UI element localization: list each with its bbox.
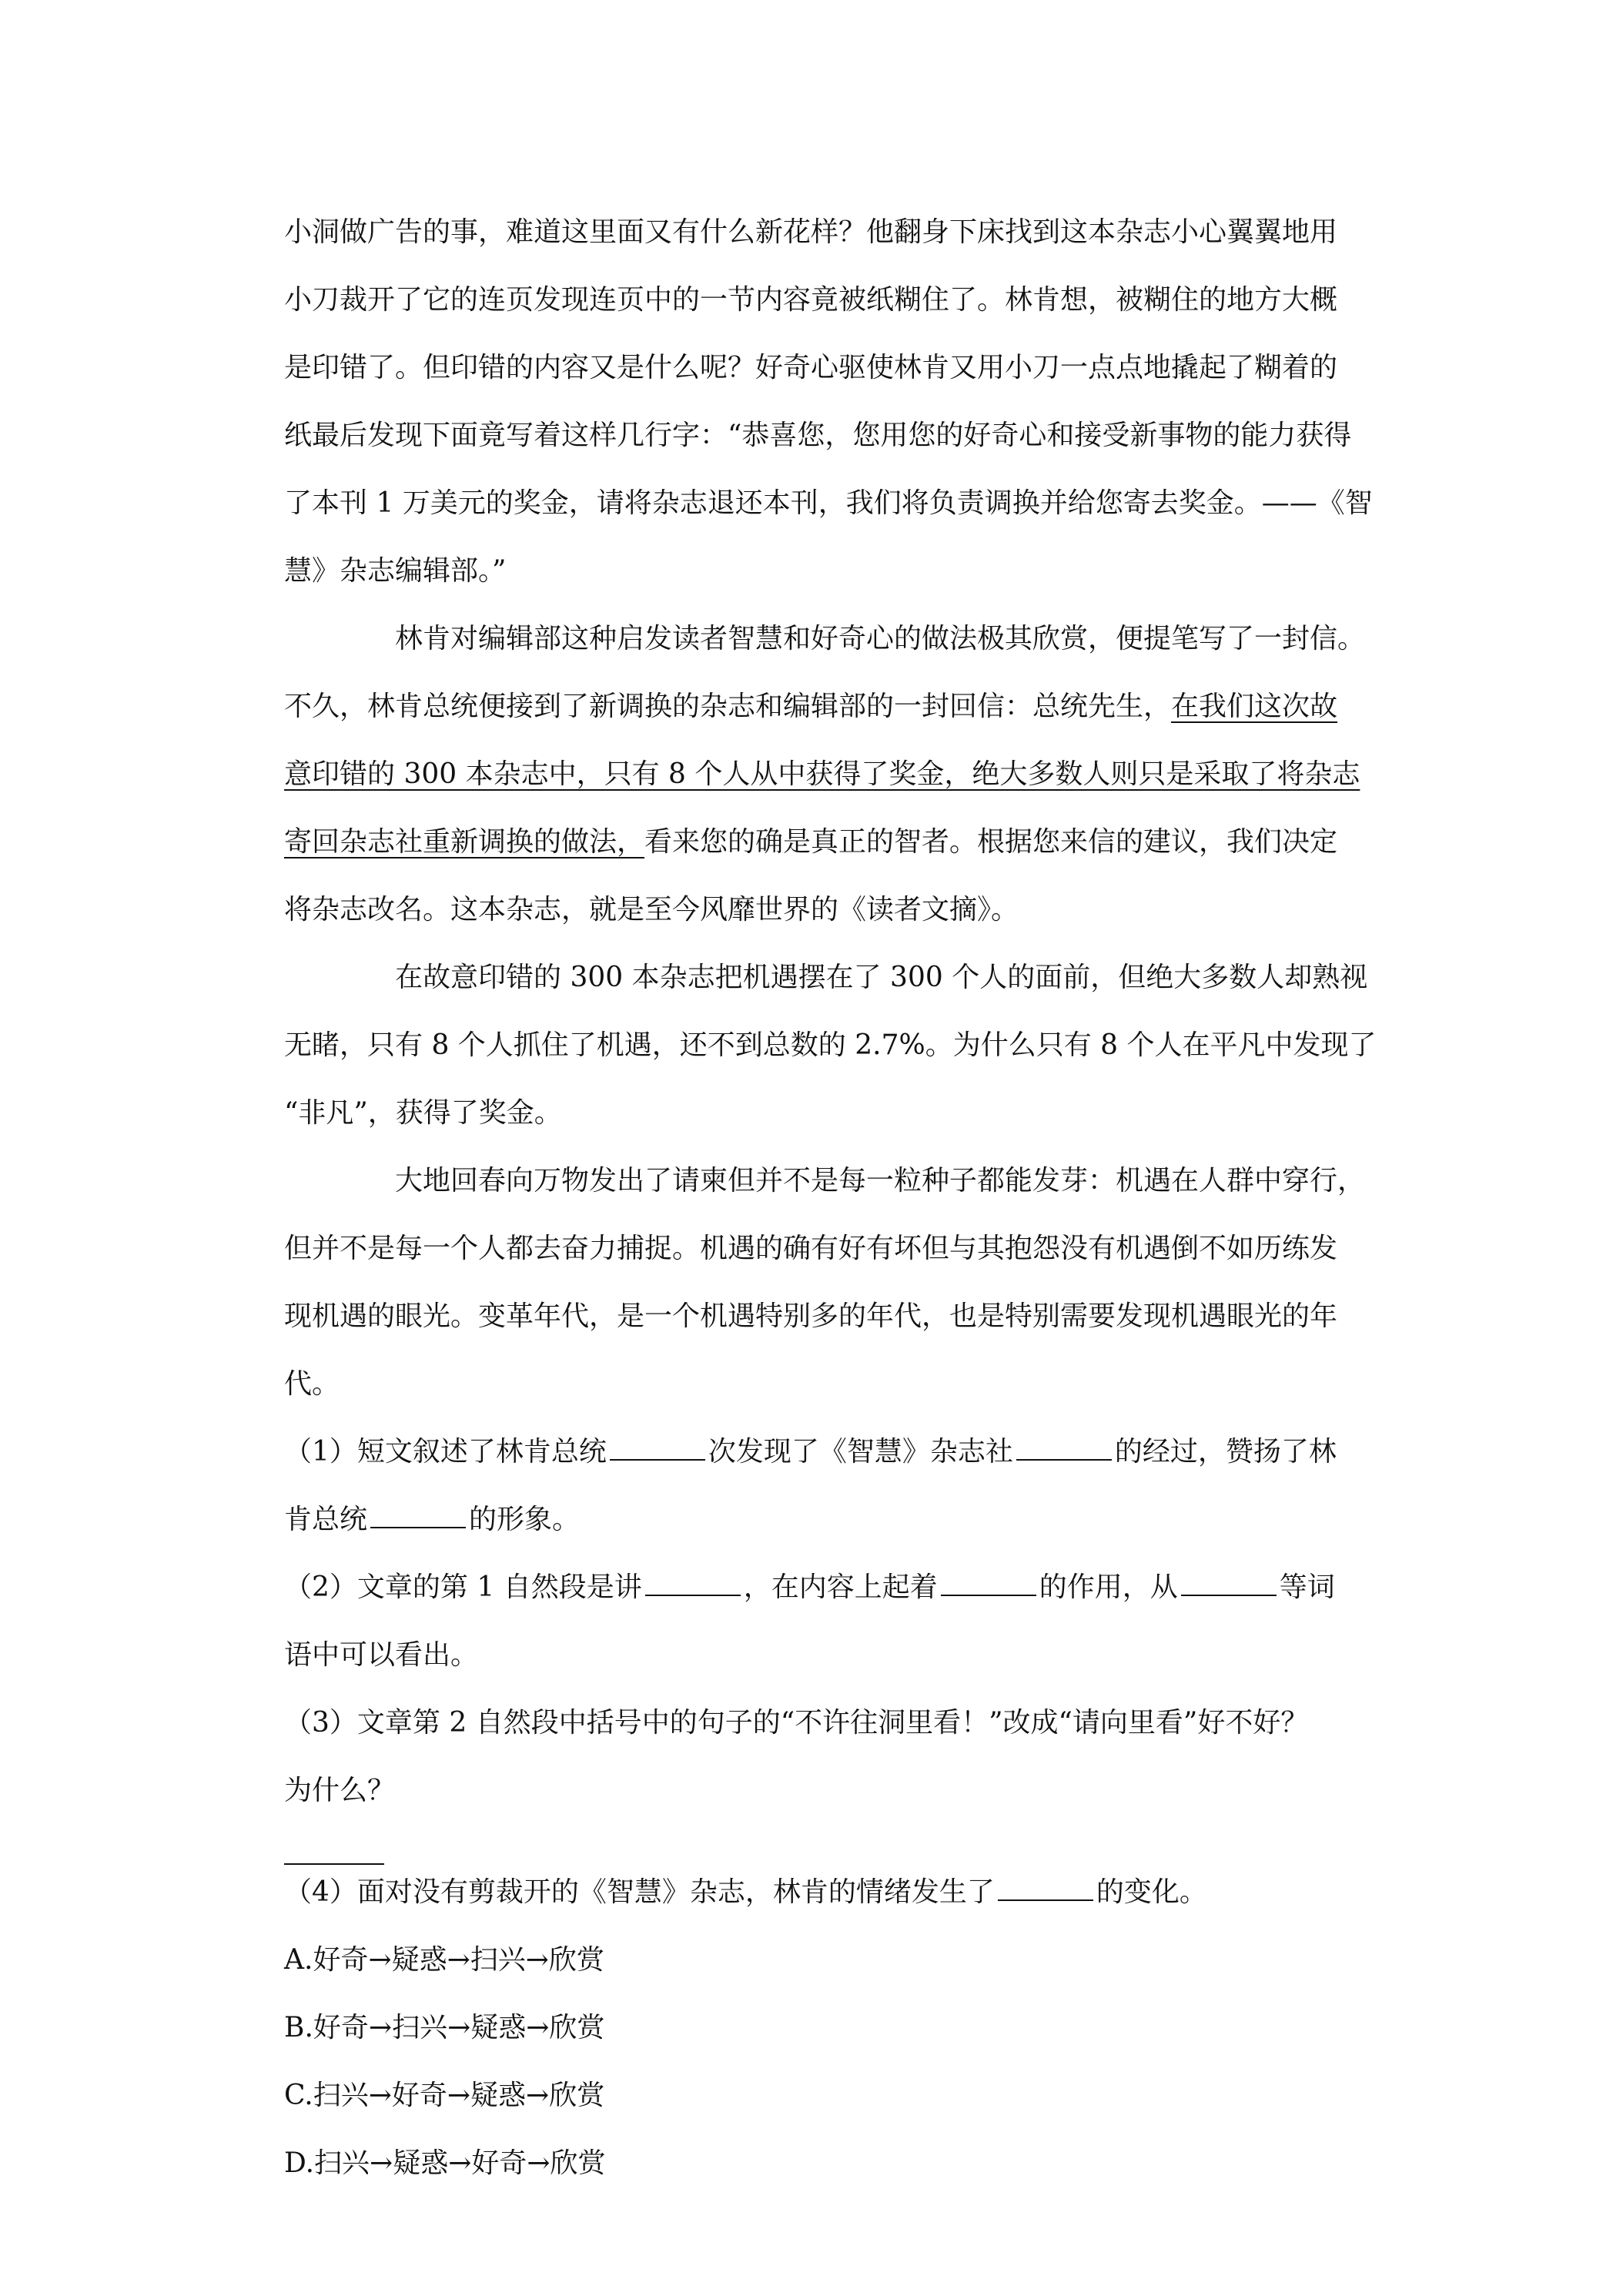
text-line: 慧》杂志编辑部。”: [284, 555, 507, 587]
question-text: （2）文章的第 1 自然段是讲: [284, 1571, 642, 1603]
question-text: 的形象。: [469, 1504, 581, 1535]
underlined-sentence: 寄回杂志社重新调换的做法，: [284, 826, 645, 858]
answer-blank[interactable]: [1181, 1568, 1277, 1596]
text-line: 但并不是每一个人都去奋力捕捉。机遇的确有好有坏但与其抱怨没有机遇倒不如历练发: [284, 1233, 1338, 1264]
question-2: [284, 1554, 1377, 1689]
question-text: 次发现了《智慧》杂志社: [708, 1436, 1013, 1468]
question-text: 肯总统: [284, 1504, 368, 1535]
underlined-sentence: 在我们这次故: [1171, 691, 1338, 722]
answer-blank[interactable]: [941, 1568, 1036, 1596]
text-line: “非凡”，获得了奖金。: [284, 1097, 562, 1129]
text-line: 语中可以看出。: [284, 1639, 479, 1671]
answer-blank[interactable]: [1016, 1433, 1112, 1461]
passage-paragraph-2: [284, 605, 1377, 944]
text-line: 林肯对编辑部这种启发读者智慧和好奇心的做法极其欣赏，便提笔写了一封信。: [395, 623, 1366, 654]
text-line: （3）文章第 2 自然段中括号中的句子的“不许往洞里看！”改成“请向里看”好不好？: [284, 1707, 1309, 1739]
option-c[interactable]: C.扫兴→好奇→疑惑→欣赏: [284, 2080, 605, 2111]
answer-blank[interactable]: [998, 1873, 1093, 1901]
text-line: 了本刊 1 万美元的奖金，请将杂志退还本刊，我们将负责调换并给您寄去奖金。——《智: [284, 487, 1373, 519]
answer-blank[interactable]: [370, 1501, 466, 1528]
question-text: ，在内容上起着: [743, 1571, 938, 1603]
question-1: [284, 1418, 1377, 1554]
question-text: （1）短文叙述了林肯总统: [284, 1436, 607, 1468]
text-line: 代。: [284, 1368, 340, 1400]
text-line: [284, 808, 1377, 876]
text-line: [284, 673, 1377, 741]
question-text: 的变化。: [1096, 1876, 1207, 1908]
option-d[interactable]: D.扫兴→疑惑→好奇→欣赏: [284, 2147, 606, 2179]
text-line: 是印错了。但印错的内容又是什么呢？好奇心驱使林肯又用小刀一点点地撬起了糊着的: [284, 352, 1338, 383]
answer-blank[interactable]: [645, 1568, 741, 1596]
text-line: 为什么？: [284, 1775, 396, 1806]
text-line: 现机遇的眼光。变革年代，是一个机遇特别多的年代，也是特别需要发现机遇眼光的年: [284, 1300, 1338, 1332]
question-text: （4）面对没有剪裁开的《智慧》杂志，林肯的情绪发生了: [284, 1876, 995, 1908]
text-line: [284, 1418, 1377, 1486]
question-4: [284, 1859, 1377, 2197]
text-line: [284, 1486, 1377, 1554]
question-3: [284, 1689, 1377, 1865]
passage-paragraph-4: [284, 1147, 1377, 1418]
text-line: 在故意印错的 300 本杂志把机遇摆在了 300 个人的面前，但绝大多数人却熟视: [395, 962, 1368, 993]
question-text: 的作用，从: [1039, 1571, 1178, 1603]
text-span: 看来您的确是真正的智者。根据您来信的建议，我们决定: [644, 826, 1338, 858]
text-line: [284, 1554, 1377, 1622]
text-line: 无睹，只有 8 个人抓住了机遇，还不到总数的 2.7%。为什么只有 8 个人在平凡中发现了: [284, 1029, 1377, 1061]
question-text: 的经过，赞扬了林: [1114, 1436, 1337, 1468]
text-line: [284, 1859, 1377, 1926]
text-span: 不久，林肯总统便接到了新调换的杂志和编辑部的一封回信：总统先生，: [284, 691, 1172, 722]
option-a[interactable]: A.好奇→疑惑→扫兴→欣赏: [284, 1944, 604, 1976]
answer-blank[interactable]: [610, 1433, 705, 1461]
option-b[interactable]: B.好奇→扫兴→疑惑→欣赏: [284, 2012, 605, 2043]
passage-paragraph-3: [284, 944, 1377, 1147]
text-line: 大地回春向万物发出了请柬但并不是每一粒种子都能发芽：机遇在人群中穿行，: [395, 1165, 1366, 1197]
text-line: 小洞做广告的事，难道这里面又有什么新花样？他翻身下床找到这本杂志小心翼翼地用: [284, 216, 1338, 248]
text-line: 将杂志改名。这本杂志，就是至今风靡世界的《读者文摘》。: [284, 894, 1019, 925]
text-line: 纸最后发现下面竟写着这样几行字：“恭喜您，您用您的好奇心和接受新事物的能力获得: [284, 420, 1352, 451]
passage-paragraph-1: [284, 199, 1377, 605]
text-line: [284, 741, 1377, 808]
underlined-sentence: 意印错的 300 本杂志中，只有 8 个人从中获得了奖金，绝大多数人则只是采取了将杂志: [284, 758, 1360, 790]
text-line: 小刀裁开了它的连页发现连页中的一节内容竟被纸糊住了。林肯想，被糊住的地方大概: [284, 284, 1338, 316]
question-text: 等词: [1279, 1571, 1335, 1603]
